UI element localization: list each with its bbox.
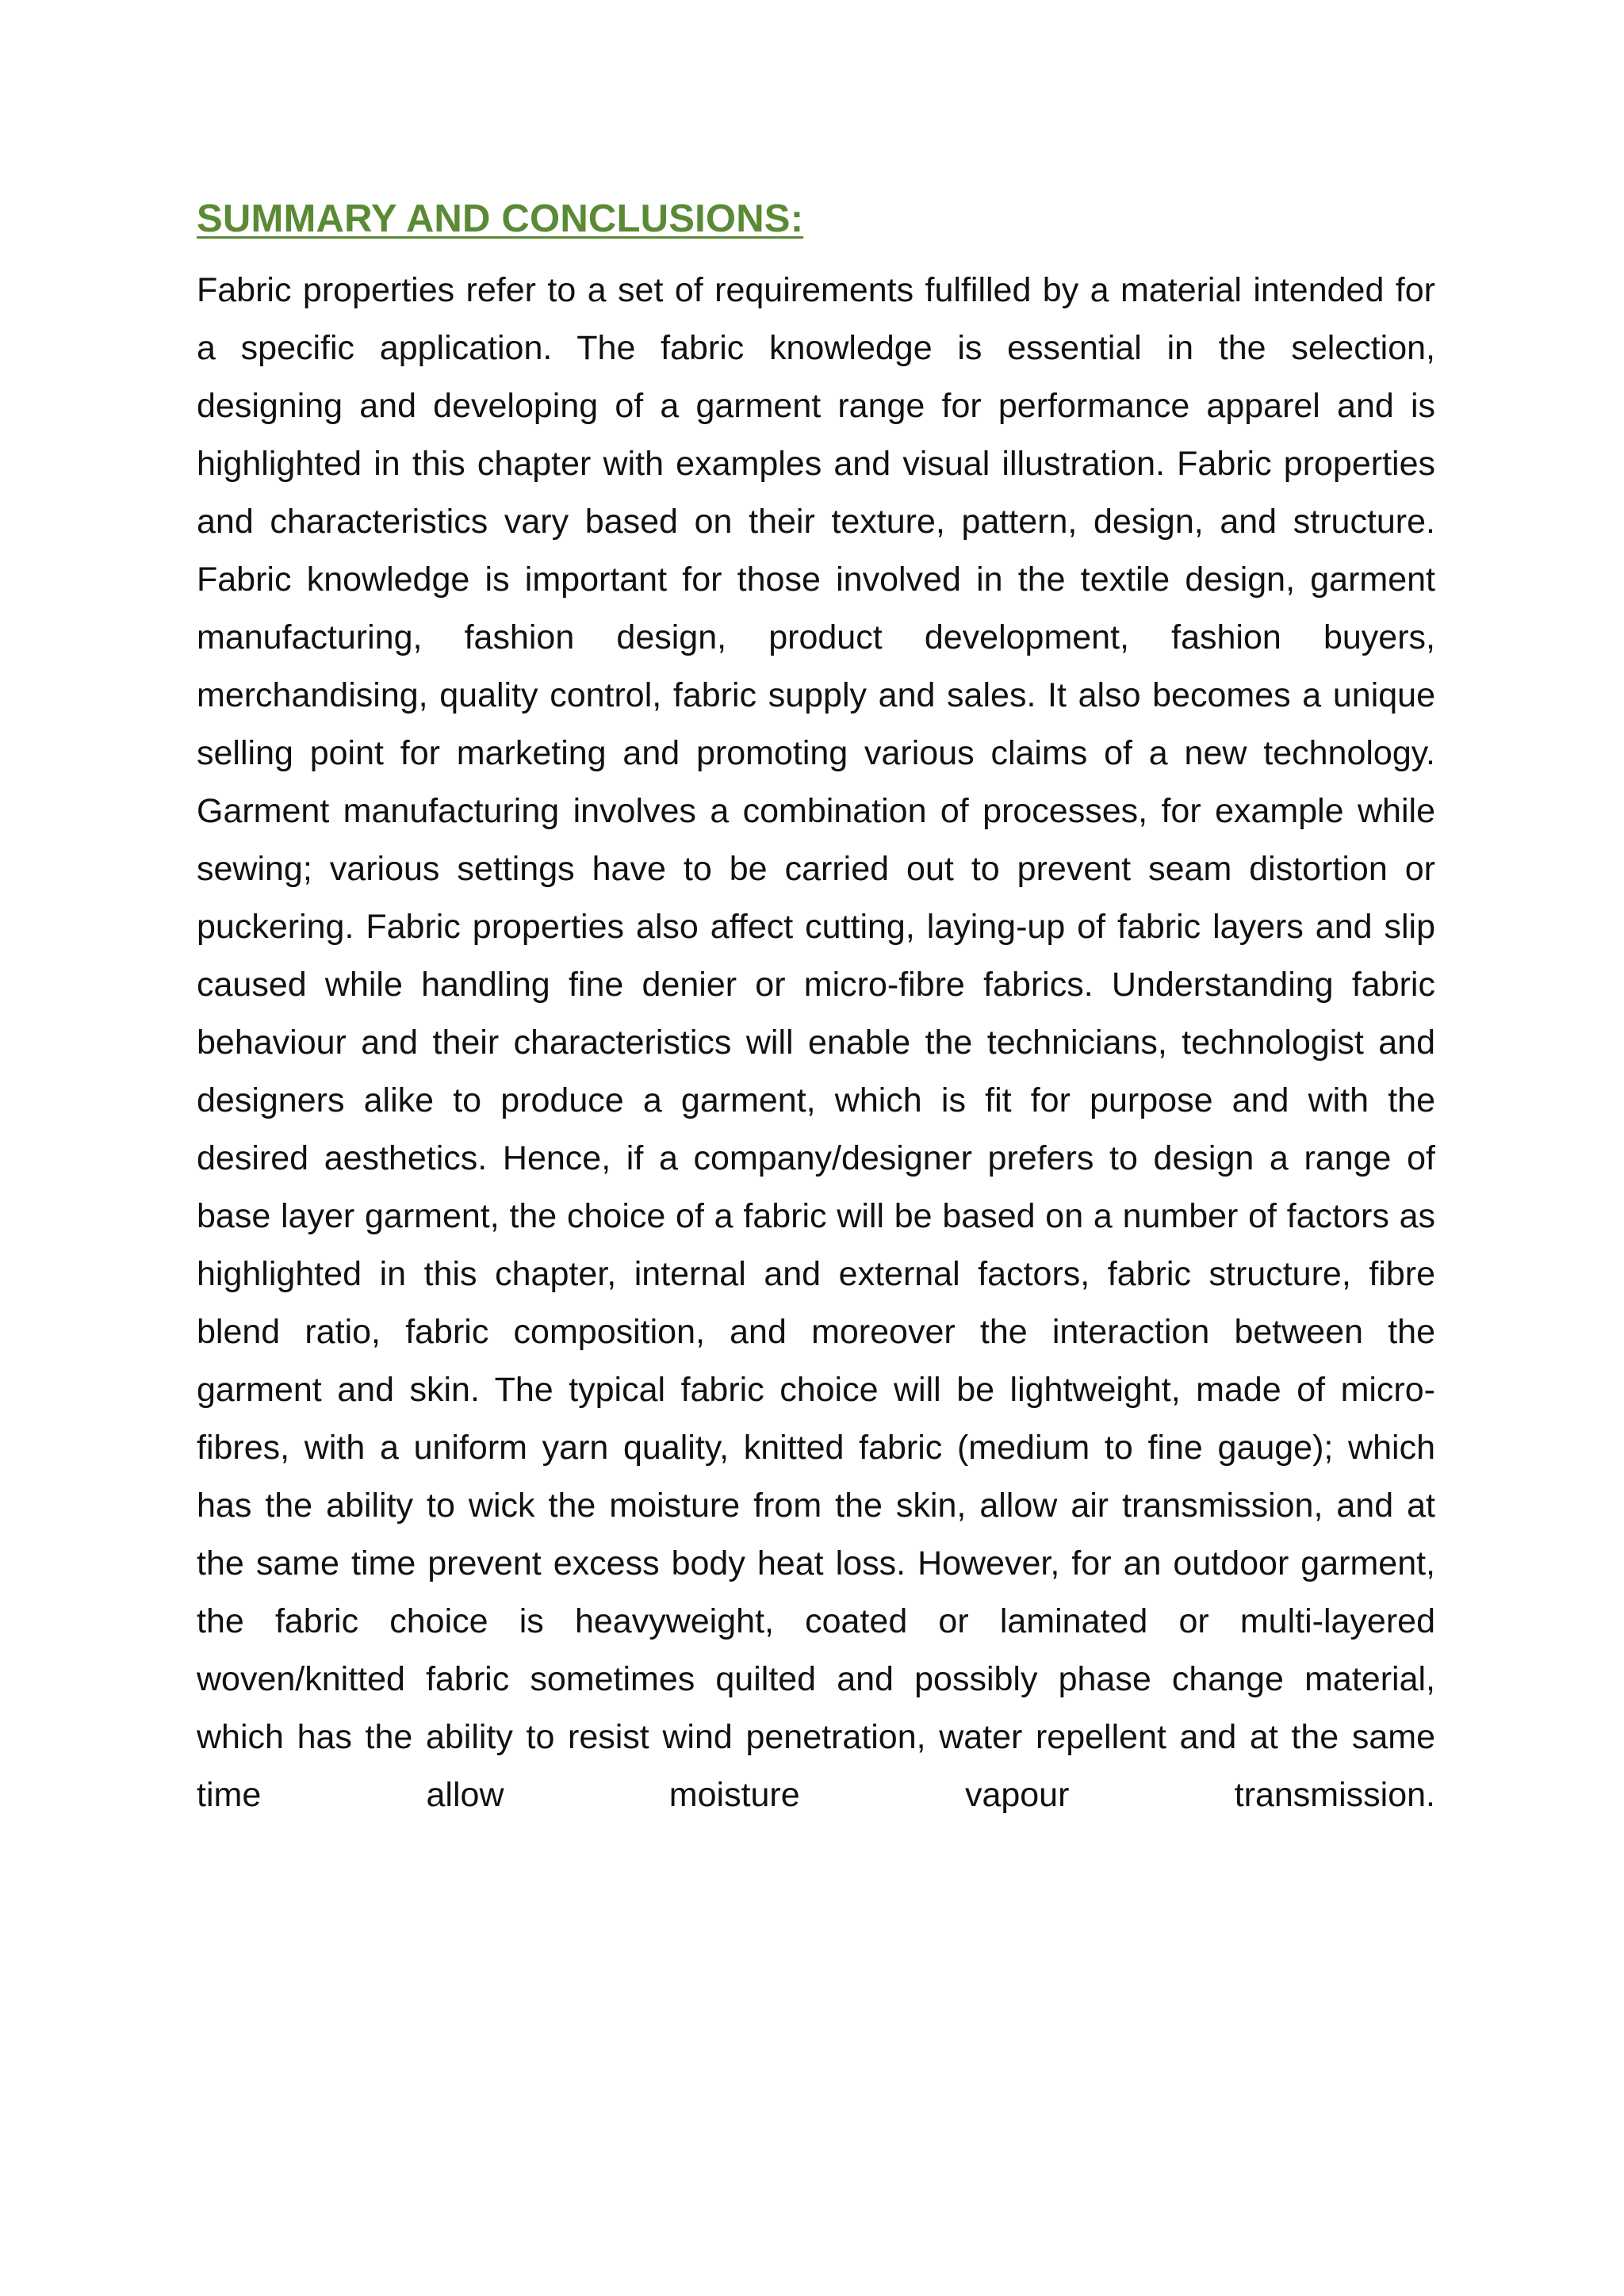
summary-paragraph: Fabric properties refer to a set of requirements fulfilled by a material intended for a specific application. The fabric knowledge is essential in the selection, designing and developing of a garment range for performance apparel and is highlighted in this chapter with examples and visual illustration. Fabric properties and characteristics vary based on their texture, pattern, design, and structure. Fabric knowledge is important for those involved in the textile design, garment manufacturing, fashion design, product development, fashion buyers, merchandising, quality control, fabric supply and sales. It also becomes a unique selling point for marketing and promoting various claims of a new technology. Garment manufacturing involves a combination of processes, for example while sewing; various settings have to be carried out to prevent seam distortion or puckering. Fabric properties also affect cutting, laying-up of fabric layers and slip caused while handling fine denier or micro-fibre fabrics. Understanding fabric behaviour and their characteristics will enable the technicians, technologist and designers alike to produce a garment, which is fit for purpose and with the desired aesthetics. Hence, if a company/designer prefers to design a range of base layer garment, the choice of a fabric will be based on a number of factors as highlighted in this chapter, internal and external factors, fabric structure, fibre blend ratio, fabric composition, and moreover the interaction between the garment and skin. The typical fabric choice will be lightweight, made of micro-fibres, with a uniform yarn quality, knitted fabric (medium to fine gauge); which has the ability to wick the moisture from the skin, allow air transmission, and at the same time prevent excess body heat loss. However, for an outdoor garment, the fabric choice is heavyweight, coated or laminated or multi-layered woven/knitted fabric sometimes quilted and possibly phase change material, which has the ability to resist wind penetration, water repellent and at the same time allow moisture vapour transmission. xyxy=(197,271,1435,1815)
document-content xyxy=(197,197,1435,1824)
section-heading: SUMMARY AND CONCLUSIONS: xyxy=(197,197,804,240)
